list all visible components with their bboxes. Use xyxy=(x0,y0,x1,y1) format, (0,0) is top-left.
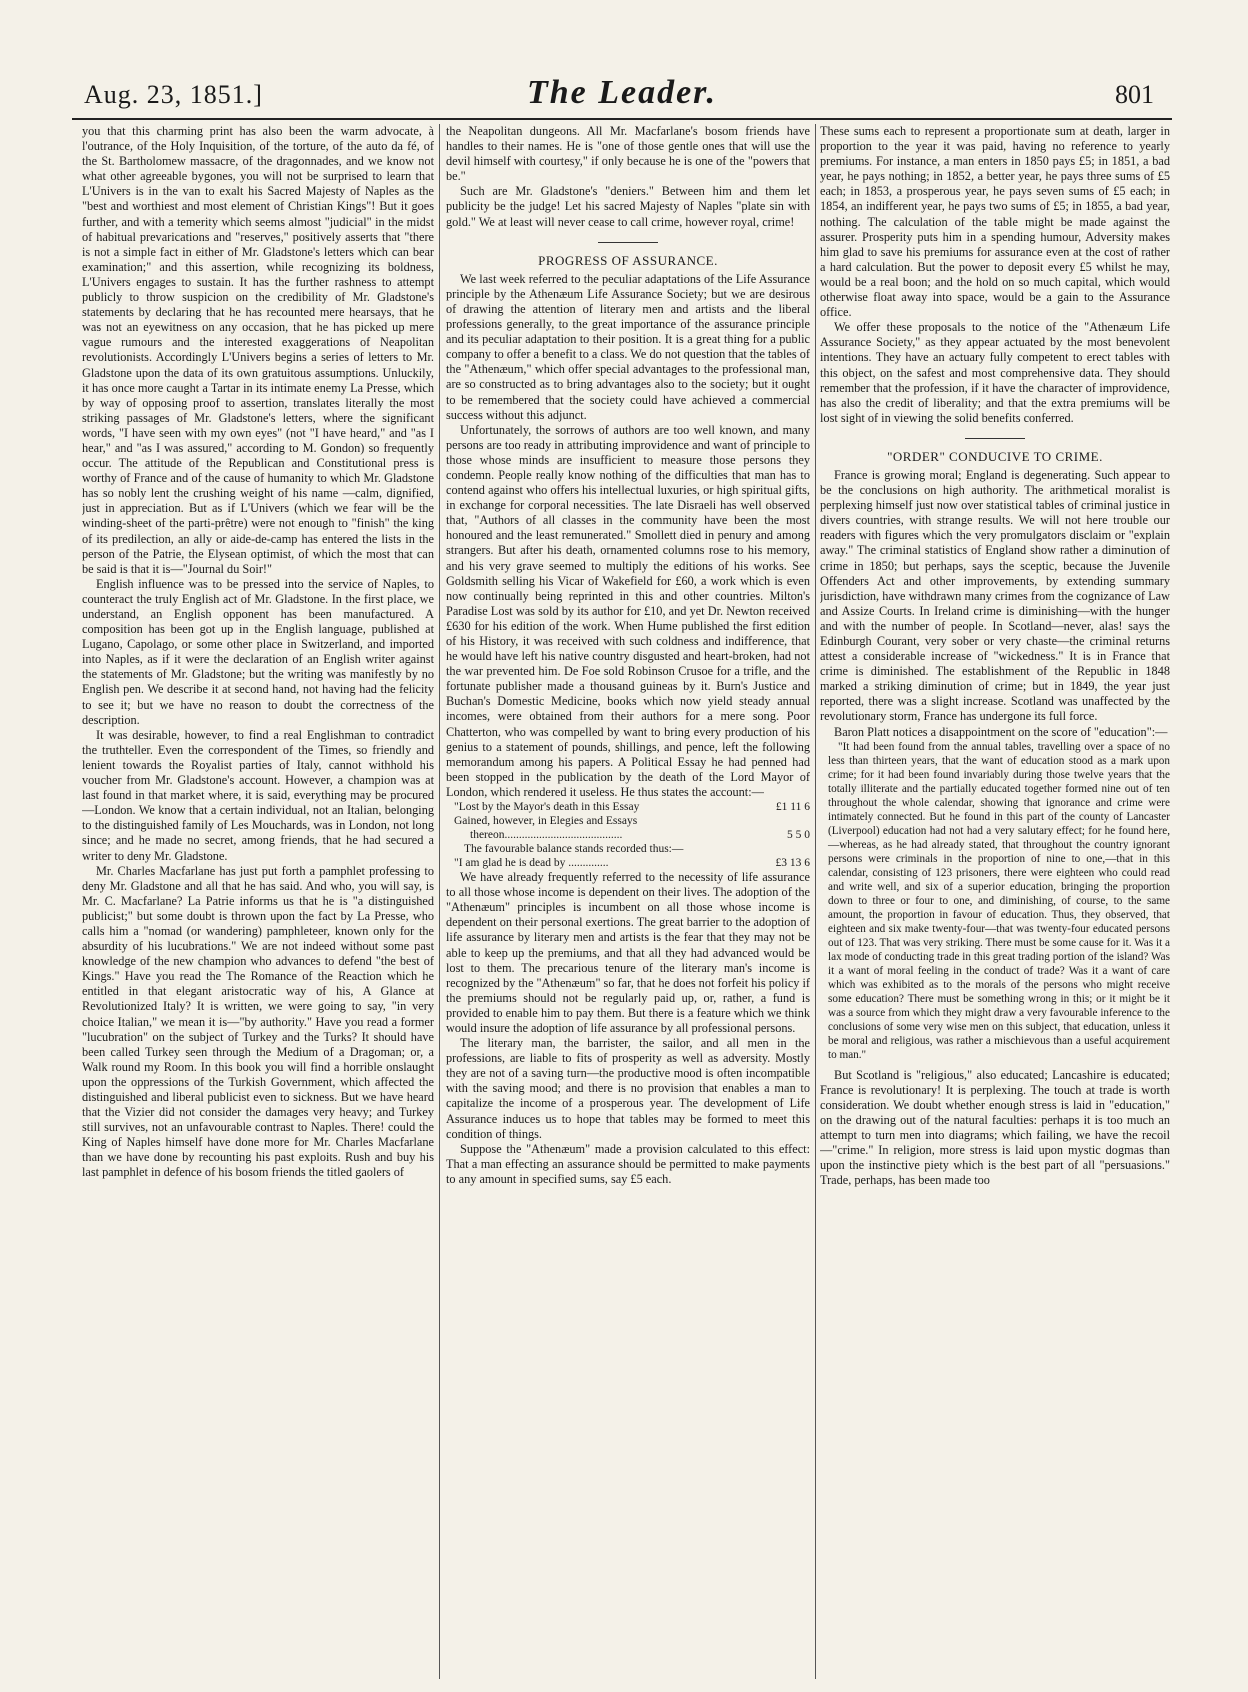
account-line: "Lost by the Mayor's death in this Essay xyxy=(454,801,640,814)
column-1 xyxy=(82,124,434,1679)
paragraph: But Scotland is "religious," also educated; Lancashire is educated; France is revolutionary! It is perplexing. The touch at trade is worth consideration. We doubt whether enough stress is laid in "education," on the drawing out of the natural faculties: perhaps it is too much an attempt to turn men into diagrams; which failing, we have the recoil—"crime." In religion, more stress is laid upon mystic dogmas than upon the instinctive piety which is the best part of all "persuasions." Trade, perhaps, has been made too xyxy=(820,1067,1170,1188)
account-amount: 5 5 0 xyxy=(787,829,810,842)
paragraph: We offer these proposals to the notice of the "Athenæum Life Assurance Society," as they appear actuated by the most benevolent intentions. They have an actuary fully competent to erect tables with this object, on the safest and most comprehensive data. They should remember that the profession, if it have the character of improvidence, has also the credit of liberality; and that the extra premiums will be lost sight of in viewing the solid benefits conferred. xyxy=(820,320,1170,425)
account-line: "I am glad he is dead by .............. xyxy=(454,857,609,870)
account-amount: £1 11 6 xyxy=(775,801,810,814)
paragraph: Suppose the "Athenæum" made a provision calculated to this effect: That a man effecting an assurance should be permitted to make payments to any amount in specified sums, say £5 each. xyxy=(446,1141,810,1186)
paragraph: France is growing moral; England is degenerating. Such appear to be the conclusions on high authority. The arithmetical moralist is perplexing himself just now over statistical tables of criminal justice in divers countries, with strange results. We will not here trouble our readers with figures which the very promulgators disclaim or "explain away." The criminal statistics of England show rather a diminution of crime in 1850; but perhaps, says the sceptic, because the Juvenile Offenders Act and other improvements, by extending summary jurisdiction, have withdrawn many crimes from the cognizance of Law and Assize Courts. In Ireland crime is diminishing—with the hunger and with the number of people. In Scotland—never, alas! says the Edinburgh Courant, very sober or very chaste—the criminal returns attest a considerable increase of "wickedness." It is in France that crime is diminished. The establishment of the Republic in 1848 marked a striking diminution of crime; but in 1849, the year just reported, there was a slight increase. Scotland was unaffected by the revolutionary storm, France has undergone its full force. xyxy=(820,467,1170,724)
account-line: Gained, however, in Elegies and Essays xyxy=(454,815,638,828)
column-3 xyxy=(820,124,1170,1679)
quoted-text: "It had been found from the annual tables, travelling over a space of no less than thirteen years, that the want of education stood as a mark upon crime; for it had been found invariably during those twelve years that the totally illiterate and the partially educated together formed nine out of ten throughout the whole calendar, showing that ignorance and crime were intimately connected. But he found in this part of the county of Lancaster (Liverpool) education had not had a very salutary effect; for he found here, —whereas, as he had already stated, that throughout the country ignorant persons were criminals in the proportion of nine to one,—that in this calendar, consisting of 123 prisoners, there were eighteen who could read and write well, and six of a superior education, bringing the proportion down to three or four to one, and diminishing, of course, to the same amount, the proportion in favour of education. Thus, they observed, that eighteen and six make twenty-four—that was twenty-four educated persons out of 123. That was very striking. There must be some cause for it. Was it a lax mode of conducting trade in this great trading portion of the island? Was it a want of moral feeling in the conduct of trade? Was it a want of care which was exhibited as to the morals of the persons who might receive some education? There must be something wrong in this; or it might be it was a source from which they might draw a very favourable inference to the conclusions of some very wise men on this subject, that education, unless it be moral and religious, was rather a mischievous than a useful acquirement to man." xyxy=(828,740,1170,1061)
paragraph: Baron Platt notices a disappointment on the score of "education":— xyxy=(834,724,1168,739)
chatterton-account xyxy=(446,800,810,870)
paragraph: We have already frequently referred to the necessity of life assurance to all those whose income is dependent on their lives. The adoption of the "Athenæum" principles is incumbent on all those whose income is dependent on their personal exertions. The great barrier to the adoption of life assurance by literary men and artists is the fear that they may not be able to keep up the premiums, and that all they had advanced would be lost to them. The precarious tenure of the literary man's income is recognized by the "Athenæum" so far, that he does not forfeit his policy if the premiums should not be regularly paid up, or, rather, a fund is provided to enable him to pay them. But there is a feature which we think would insure the adoption of life assurance by all professional persons. xyxy=(446,870,810,1035)
paragraph: It was desirable, however, to find a real Englishman to contradict the truthteller. Even the correspondent of the Times, so friendly and lenient towards the Royalist parties of Italy, cannot withhold his voucher from Mr. Gladstone's account. However, a champion was at last found in that market where, it is said, everything may be procured—London. We know that a certain individual, not an Italian, belonging to the distinguished family of Les Mouchards, was in London, not long since; and he made no secret, among friends, that he had secured a writer to deny Mr. Gladstone. xyxy=(82,727,434,863)
paragraph: English influence was to be pressed into the service of Naples, to counteract the truly English act of Mr. Gladstone. In the first place, we understand, an English opponent has been manufactured. A composition has been got up in the English language, published at Lugano, Capolago, or some other place in Switzerland, and imported into Naples, as if it were the declaration of an English writer against the statements of Mr. Gladstone; but the writing was manifestly by no English pen. We describe it at second hand, not having had the felicity to see it; but we have no reason to doubt the correctness of the description. xyxy=(82,576,434,727)
column-rule xyxy=(815,124,816,1679)
paragraph: Such are Mr. Gladstone's "deniers." Between him and them let publicity be the judge! Let his sacred Majesty of Naples "plate sin with gold." We at least will never cease to call crime, however royal, crime! xyxy=(446,184,810,229)
section-divider xyxy=(598,242,658,243)
paragraph: These sums each to represent a proportionate sum at death, larger in proportion to the year it was paid, having no reference to yearly premiums. For instance, a man enters in 1850 pays £5; in 1851, a bad year, he pays nothing; in 1852, a better year, he pays three sums of £5 each; in 1853, a prosperous year, he pays seven sums of £5 each; in 1854, an indifferent year, he pays two sums of £5; in 1855, a bad year, nothing. The calculation of the table might be made against the assurer. Prosperity puts him in a spending humour, Adversity makes him glad to save his premiums for assurance even at the cost of rather a hard calculation. But the power to deposit every £5 whilst he may, would be a real boon; and the hold on so much capital, which would otherwise float away into space, would be a gain to the Assurance office. xyxy=(820,124,1170,320)
section-divider xyxy=(965,438,1025,439)
issue-date: Aug. 23, 1851.] xyxy=(84,80,263,109)
paragraph: Unfortunately, the sorrows of authors are too well known, and many persons are too ready in attributing improvidence and want of principle to those whose minds are insufficient to measure those persons they condemn. People really know nothing of the difficulties that man has to contend against who offers his intellectual luxuries, or high spiritual gifts, in exchange for corporal necessities. The late Disraeli has well observed that, "Authors of all classes in the community have been the most honoured and the least remunerated." Smollett died in penury and among strangers. But after his death, ornamented columns rose to his memory, and his very grave seemed to multiply the editions of his works. See Goldsmith selling his Vicar of Wakefield for £60, a work which is even now continually being reprinted in this and other countries. Milton's Paradise Lost was sold by its author for £10, and yet Dr. Newton received £630 for his edition of the work. When Hume published the first edition of his History, it was received with such coldness and indifference, that he would have left his native country disgusted and heart-broken, had not the war prevented him. De Foe sold Robinson Crusoe for a trifle, and the fortunate publisher made a thousand guineas by it. Burn's Justice and Buchan's Domestic Medicine, books which now yield steady annual incomes, were obtained from their authors for a mere song. Poor Chatterton, who was compelled by want to bring every production of his genius to a statement of pounds, shillings, and pence, left the following memorandum among his papers. A Political Essay he had penned had been stopped in the publication by the death of the Lord Mayor of London, which rendered it useless. He thus states the account:— xyxy=(446,422,810,799)
paragraph: The literary man, the barrister, the sailor, and all men in the professions, are liable to fits of prosperity as well as adversity. Mostly they are not of a saving turn—the productive mood is often incompatible with the saving mood; and there is no provision that enables a man to capitalize the income of a prosperous year. The development of Life Assurance induces us to hope that tables may be formed to meet this condition of things. xyxy=(446,1036,810,1141)
section-heading-crime: "ORDER" CONDUCIVE TO CRIME. xyxy=(887,448,1103,464)
masthead xyxy=(72,60,1172,120)
paragraph: We last week referred to the peculiar adaptations of the Life Assurance principle by the Athenæum Life Assurance Society; but we are desirous of drawing the attention of literary men and artists and the liberal professions generally, to the great importance of the assurance principle and its peculiar adaptation to their position. It is a great thing for a public company to offer a benefit to a class. We do not question that the tables of the "Athenæum," which offer special advantages to the professional man, are so constructed as to bring advantages also to the society; but it ought to be remembered that the society could have achieved a commercial success without this adjunct. xyxy=(446,271,810,422)
paragraph: the Neapolitan dungeons. All Mr. Macfarlane's bosom friends have handles to their names. He is "one of those gentle ones that will use the devil himself with courtesy," if only because he is one of the "powers that be." xyxy=(446,124,810,184)
newspaper-title: The Leader. xyxy=(526,74,718,111)
platt-quote xyxy=(828,740,1170,1062)
column-rule xyxy=(439,124,440,1679)
paragraph: Mr. Charles Macfarlane has just put forth a pamphlet professing to deny Mr. Gladstone and all that he has said. And who, you will say, is Mr. C. Macfarlane? La Patrie informs us that he is "a distinguished publicist;" but some doubt is thrown upon the fact by La Presse, who calls him a "nomad (or wandering) pamphleteer, known only for the absurdity of his lucubrations." We are not indeed without some past knowledge of the new champion who advances to defend "the best of Kings." Have you read the The Romance of the Reaction which he entitled in that elegant aristocratic way of his, A Glance at Revolutionized Italy? It is written, we were going to say, "in very choice Italian," we mean it is—"by authority." Have you read a former "lucubration" on the subject of Turkey and the Turks? It should have been called Turkey seen through the Medium of a Dragoman; or, a Walk round my Room. In this book you will find a horrible onslaught upon the oppressions of the Turkish Government, which affected the distinguished and liberal publicist even to sickness. But we have heard that the Vizier did not consider the damages very heavy; and Turkey still survives, not an unfavourable contrast to Naples. There! could the King of Naples himself have done more for Mr. Charles Macfarlane than we have done by recounting his past exploits. Rush and buy his last pamphlet in defence of his bosom friends the titled gaolers of xyxy=(82,863,434,1180)
account-line: thereon......................................... xyxy=(470,829,623,842)
account-line: The favourable balance stands recorded thus:— xyxy=(464,843,684,856)
paragraph: you that this charming print has also been the warm advocate, à l'outrance, of the Holy Inquisition, of the torture, of the auto da fé, of the St. Bartholomew massacre, of the dragonnades, and we know not what other agreeable bygones, you will not be surprised to learn that L'Univers is in the van to exalt his Sacred Majesty of Naples as the "best and worthiest and most element of Christian Kings"! But it goes further, and with a temerity which seems almost "judicial" in the midst of habitual prevarications and "reserves," positively asserts that "there is not a simple fact in either of Mr. Gladstone's letters which can bear examination;" and this assertion, while recognizing its boldness, L'Univers engages to sustain. It has the further rashness to attempt publicly to throw suspicion on the credibility of Mr. Gladstone's statements by declaring that he has recounted mere hearsays, that he was not an eyewitness on any occasion, that he has picked up mere vague rumours and the interested exaggerations of Neapolitan revolutionists. Accordingly L'Univers begins a series of letters to Mr. Gladstone upon the data of its own gratuitous assumptions. Unluckily, it has once more caught a Tartar in its intimate enemy La Presse, which by way of opposing proof to assertion, translates literally the most striking passages of Mr. Gladstone's letters, where the significant words, "I have seen with my own eyes" (not "I have heard," and "as I hear," and "as I was assured," according to M. Gondon) so frequently occur. The attitude of the Republican and Constitutional press is worthy of France and of the cause of humanity to which Mr. Gladstone has so nobly lent the crushing weight of his name —calm, dignified, just in appreciation. But as if L'Univers (which we fear will be the winding-sheet of the parti-prêtre) were not enough to "finish" the king of its predilection, an ally or aide-de-camp has entered the lists in the person of the Patrie, the Elysean optimist, of which the most that can be said is that it is—"Journal du Soir!" xyxy=(82,124,434,576)
section-heading-assurance: PROGRESS OF ASSURANCE. xyxy=(538,252,718,268)
page-number: 801 xyxy=(1115,80,1154,109)
account-amount: £3 13 6 xyxy=(775,857,810,870)
column-2 xyxy=(446,124,810,1679)
